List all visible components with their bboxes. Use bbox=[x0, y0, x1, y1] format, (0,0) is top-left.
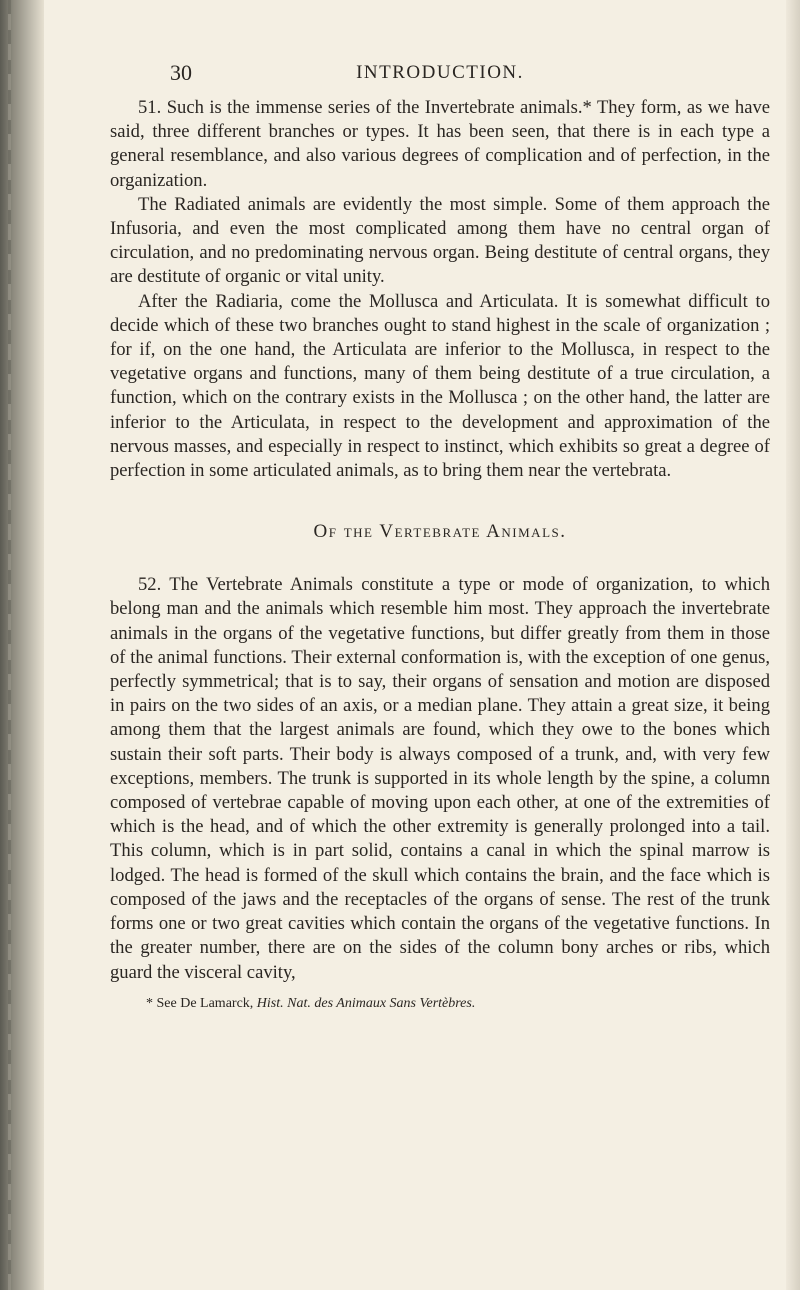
paragraph-radiated: The Radiated animals are evidently the most simple. Some of them approach the Infusoria, and even the most complicated among them have no central organ of circulation, and no predominating nervous organ. Being destitute of central organs, they are destitute of organic or vital unity. bbox=[110, 193, 770, 288]
paragraph-mollusca-articulata: After the Radiaria, come the Mollusca and Articulata. It is somewhat difficult to decide which of these two branches ought to stand highest in the scale of organization ; for if, on the one hand, the Articulata are inferior to the Mollusca, in respect to the vegetative organs and functions, many of them being destitute of a true circulation, a function, which on the contrary exists in the Mollusca ; on the other hand, the latter are inferior to the Articulata, in respect to the development and approximation of the nervous masses, and especially in respect to instinct, which exhibits so great a degree of perfection in some articulated animals, as to bring them near the vertebrata. bbox=[110, 290, 770, 482]
page-number: 30 bbox=[170, 60, 192, 85]
binding-edge bbox=[0, 0, 44, 1290]
footnote-citation: Hist. Nat. des Animaux Sans Vertèbres. bbox=[256, 995, 476, 1011]
page-edge bbox=[786, 0, 800, 1290]
running-head: INTRODUCTION. bbox=[356, 62, 524, 83]
book-page bbox=[110, 60, 770, 1013]
paragraph-51: 51. Such is the immense series of the Invertebrate animals.* They form, as we have said, three different branches or types. It has been seen, that there is in each type a general resemblance, and also various degrees of complication and of perfection, in the organization. bbox=[110, 97, 770, 191]
body-text bbox=[110, 96, 770, 1013]
section-heading: Of the Vertebrate Animals. bbox=[313, 521, 567, 543]
page-header bbox=[110, 60, 770, 90]
footnote-prefix: * See De Lamarck, bbox=[146, 995, 254, 1011]
paragraph-52: 52. The Vertebrate Animals constitute a type or mode of organization, to which belong man and the animals which resemble him most. They approach the invertebrate animals in the organs of the vegetative functions, but differ greatly from them in those of the animal functions. Their external conformation is, with the exception of one genus, perfectly symmetrical; that is to say, their organs of sensation and motion are disposed in pairs on the two sides of an axis, or a median plane. They attain a great size, it being among them that the largest animals are found, which they owe to the bones which sustain their soft parts. Their body is always composed of a trunk, and, with very few exceptions, members. The trunk is supported in its whole length by the spine, a column composed of vertebrae capable of moving upon each other, at one of the extremities of which is the head, and of which the other extremity is generally prolonged into a tail. This column, which is in part solid, contains a canal in which the spinal marrow is lodged. The head is formed of the skull which contains the brain, and the face which is composed of the jaws and the receptacles of the organs of sense. The rest of the trunk forms one or two great cavities which contain the organs of the vegetative functions. In the greater number, there are on the sides of the column bony arches or ribs, which guard the visceral cavity, bbox=[110, 574, 770, 983]
footnote bbox=[110, 995, 770, 1013]
